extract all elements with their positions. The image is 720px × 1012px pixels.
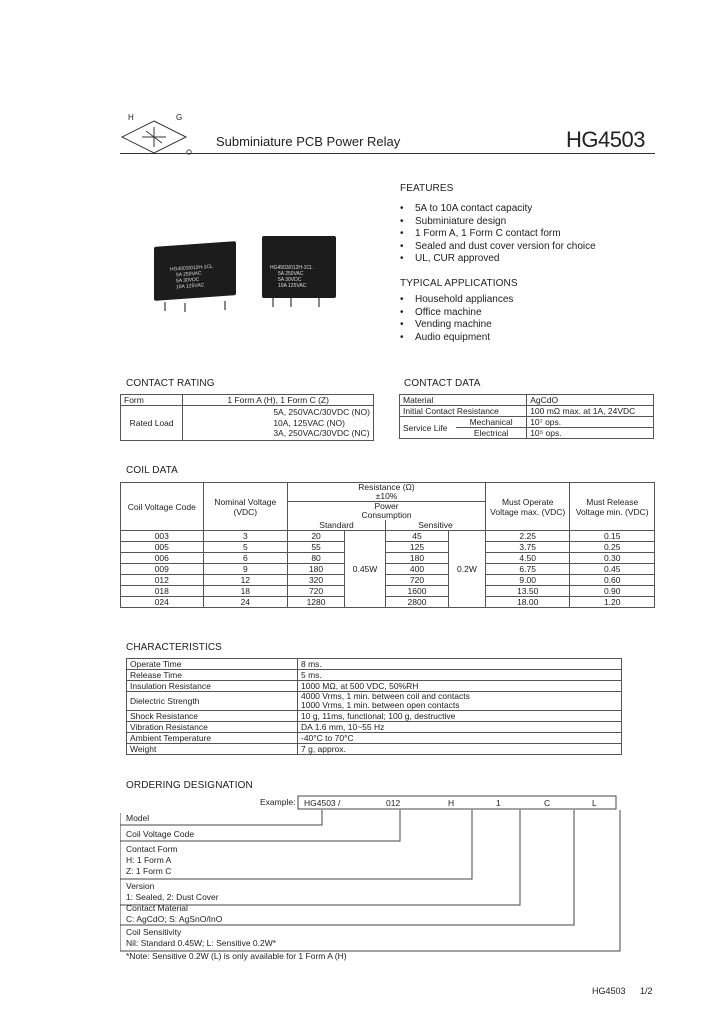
coil-data-table	[120, 482, 655, 608]
nominal-voltage: 24	[203, 597, 287, 608]
char-label: Shock Resistance	[127, 711, 298, 722]
standard-resistance: 80	[288, 553, 345, 564]
nominal-voltage-header: Nominal Voltage (VDC)	[203, 483, 287, 531]
rated-load-label: Rated Load	[121, 406, 183, 441]
rated-load-value: 3A, 250VAC/30VDC (NC)	[273, 428, 370, 439]
operate-voltage: 9.00	[485, 575, 569, 586]
standard-power: 0.45W	[345, 531, 386, 608]
electrical-label: Electrical	[456, 428, 527, 439]
logo	[116, 113, 192, 157]
sensitive-resistance: 400	[386, 564, 449, 575]
coil-code: 012	[121, 575, 204, 586]
example-part-coil: 012	[386, 798, 401, 808]
header-rule	[120, 153, 655, 154]
operate-voltage: 6.75	[485, 564, 569, 575]
operate-voltage-header: Must Operate Voltage max. (VDC)	[485, 483, 569, 531]
coil-code-header: Coil Voltage Code	[121, 483, 204, 531]
char-value: 8 ms.	[298, 659, 622, 670]
char-label: Dielectric Strength	[127, 692, 298, 711]
ordering-material-opts: C: AgCdO; S: AgSnO/InO	[126, 914, 223, 924]
table-row	[127, 744, 622, 755]
service-life-label: Service Life	[400, 417, 457, 439]
list-item: • 5A to 10A contact capacity	[400, 203, 596, 216]
operate-voltage: 4.50	[485, 553, 569, 564]
example-part-sensitivity: L	[592, 798, 597, 808]
standard-resistance: 1280	[288, 597, 345, 608]
char-label: Vibration Resistance	[127, 722, 298, 733]
ordering-coil-voltage: Coil Voltage Code	[126, 829, 195, 839]
applications-list	[400, 294, 513, 344]
page-title: HG4503	[566, 127, 645, 152]
page-subtitle: Subminiature PCB Power Relay	[216, 134, 401, 149]
ordering-version-opts: 1: Sealed, 2: Dust Cover	[126, 892, 219, 902]
coil-code: 006	[121, 553, 204, 564]
example-part-version: 1	[496, 798, 501, 808]
nominal-voltage: 9	[203, 564, 287, 575]
standard-header: Standard	[288, 520, 386, 531]
release-voltage-header: Must Release Voltage min. (VDC)	[570, 483, 655, 531]
logo-letter-h: H	[128, 113, 134, 122]
char-label: Operate Time	[127, 659, 298, 670]
release-voltage: 0.15	[570, 531, 655, 542]
release-voltage: 0.30	[570, 553, 655, 564]
resistance-header	[288, 483, 486, 521]
coil-data-title: COIL DATA	[126, 465, 178, 476]
coil-code: 024	[121, 597, 204, 608]
example-part-model: HG4503 /	[304, 798, 341, 808]
release-voltage: 0.60	[570, 575, 655, 586]
contact-rating-title: CONTACT RATING	[126, 378, 215, 389]
form-label: Form	[121, 395, 183, 406]
electrical-value: 10⁵ ops.	[527, 428, 654, 439]
list-item: • Subminiature design	[400, 216, 596, 229]
coil-code: 005	[121, 542, 204, 553]
example-part-form: H	[448, 798, 455, 808]
footer-model: HG4503	[592, 986, 626, 996]
sensitive-resistance: 180	[386, 553, 449, 564]
example-label: Example:	[260, 797, 296, 807]
relay-1-label-3: 5A 30VDC	[176, 276, 200, 285]
example-part-material: C	[544, 798, 551, 808]
sensitive-header: Sensitive	[386, 520, 486, 531]
table-row	[121, 597, 655, 608]
operate-voltage: 18.00	[485, 597, 569, 608]
resistance-value: 100 mΩ max. at 1A, 24VDC	[527, 406, 654, 417]
table-row	[121, 575, 655, 586]
coil-code: 018	[121, 586, 204, 597]
table-row	[127, 711, 622, 722]
char-value	[298, 692, 622, 711]
char-label: Release Time	[127, 670, 298, 681]
nominal-voltage: 12	[203, 575, 287, 586]
table-row	[121, 553, 655, 564]
logo-letter-g: G	[176, 113, 183, 122]
list-item: • 1 Form A, 1 Form C contact form	[400, 228, 596, 241]
ordering-title: ORDERING DESIGNATION	[126, 780, 253, 791]
relay-1-label-4: 10A 125VAC	[176, 282, 205, 291]
list-item: • Sealed and dust cover version for choice	[400, 241, 596, 254]
table-row	[121, 586, 655, 597]
resistance-label: Resistance (Ω) ±10%	[288, 483, 485, 502]
list-item: • Office machine	[400, 307, 513, 320]
table-row	[127, 733, 622, 744]
char-label: Insulation Resistance	[127, 681, 298, 692]
characteristics-title: CHARACTERISTICS	[126, 642, 222, 653]
operate-voltage: 2.25	[485, 531, 569, 542]
table-row	[127, 722, 622, 733]
characteristics-table	[126, 658, 622, 755]
ordering-diagram	[120, 795, 630, 965]
list-item: • Audio equipment	[400, 332, 513, 345]
material-value: AgCdO	[527, 395, 654, 406]
nominal-voltage: 18	[203, 586, 287, 597]
list-item: • Household appliances	[400, 294, 513, 307]
table-row	[127, 681, 622, 692]
sensitive-resistance: 1600	[386, 586, 449, 597]
power-label: Power Consumption	[361, 501, 412, 520]
table-row	[121, 542, 655, 553]
mechanical-value: 10⁷ ops.	[527, 417, 654, 428]
relay-1-label-2: 5A 250VAC	[176, 270, 202, 279]
rated-load-values	[183, 406, 374, 441]
table-row	[127, 670, 622, 681]
sensitive-resistance: 720	[386, 575, 449, 586]
contact-data-table	[399, 394, 654, 439]
relay-1	[154, 241, 236, 301]
char-value-line: 4000 Vrms, 1 min. between coil and contacts	[301, 691, 470, 701]
char-value: -40°C to 70°C	[298, 733, 622, 744]
sensitive-power: 0.2W	[448, 531, 485, 608]
applications-title: TYPICAL APPLICATIONS	[400, 278, 518, 289]
features-list	[400, 203, 596, 266]
table-row	[121, 531, 655, 542]
release-voltage: 0.45	[570, 564, 655, 575]
features-title: FEATURES	[400, 183, 454, 194]
ordering-contact-form-z: Z: 1 Form C	[126, 866, 172, 876]
standard-resistance: 20	[288, 531, 345, 542]
char-value: 7 g, approx.	[298, 744, 622, 755]
list-item: • Vending machine	[400, 319, 513, 332]
ordering-contact-form: Contact Form	[126, 844, 178, 854]
ordering-model: Model	[126, 813, 150, 823]
relay-2-label-1: HG4503/012H-1CL	[270, 265, 313, 271]
standard-resistance: 720	[288, 586, 345, 597]
char-value: 5 ms.	[298, 670, 622, 681]
table-row	[121, 564, 655, 575]
coil-code: 009	[121, 564, 204, 575]
material-label: Material	[400, 395, 527, 406]
ordering-note: *Note: Sensitive 0.2W (L) is only available for 1 Form A (H)	[126, 951, 347, 961]
char-value-line: 1000 Vrms, 1 min. between open contacts	[301, 700, 460, 710]
char-value: 1000 MΩ, at 500 VDC, 50%RH	[298, 681, 622, 692]
ordering-contact-form-h: H: 1 Form A	[126, 855, 172, 865]
relay-2-label-2: 5A 250VAC	[278, 271, 304, 277]
nominal-voltage: 5	[203, 542, 287, 553]
rated-load-value: 5A, 250VAC/30VDC (NO)	[273, 407, 370, 418]
ordering-version: Version	[126, 881, 155, 891]
standard-resistance: 320	[288, 575, 345, 586]
relay-2	[262, 236, 336, 298]
sensitive-resistance: 125	[386, 542, 449, 553]
char-value: DA 1.6 mm, 10~55 Hz	[298, 722, 622, 733]
resistance-label: Initial Contact Resistance	[400, 406, 527, 417]
form-value: 1 Form A (H), 1 Form C (Z)	[183, 395, 374, 406]
table-row	[127, 659, 622, 670]
ordering-sensitivity: Coil Sensitivity	[126, 927, 182, 937]
ordering-material: Contact Material	[126, 903, 188, 913]
char-value: 10 g, 11ms, functional; 100 g, destructive	[298, 711, 622, 722]
footer-page: 1/2	[640, 986, 653, 996]
relay-1-label-1: HG4503/012H-1CL	[170, 263, 213, 273]
ordering-sensitivity-opts: Nil: Standard 0.45W; L: Sensitive 0.2W*	[126, 938, 277, 948]
relay-2-label-4: 10A 125VAC	[278, 283, 307, 289]
list-item: • UL, CUR approved	[400, 253, 596, 266]
release-voltage: 1.20	[570, 597, 655, 608]
char-label: Ambient Temperature	[127, 733, 298, 744]
mechanical-label: Mechanical	[456, 417, 527, 428]
coil-code: 003	[121, 531, 204, 542]
release-voltage: 0.90	[570, 586, 655, 597]
release-voltage: 0.25	[570, 542, 655, 553]
operate-voltage: 13.50	[485, 586, 569, 597]
nominal-voltage: 6	[203, 553, 287, 564]
product-photo	[148, 232, 338, 317]
sensitive-resistance: 2800	[386, 597, 449, 608]
contact-rating-table	[120, 394, 374, 441]
table-row	[127, 692, 622, 711]
sensitive-resistance: 45	[386, 531, 449, 542]
contact-data-title: CONTACT DATA	[404, 378, 481, 389]
operate-voltage: 3.75	[485, 542, 569, 553]
relay-2-label-3: 5A 30VDC	[278, 277, 302, 283]
standard-resistance: 180	[288, 564, 345, 575]
rated-load-value: 10A, 125VAC (NO)	[273, 417, 345, 428]
char-label: Weight	[127, 744, 298, 755]
nominal-voltage: 3	[203, 531, 287, 542]
standard-resistance: 55	[288, 542, 345, 553]
